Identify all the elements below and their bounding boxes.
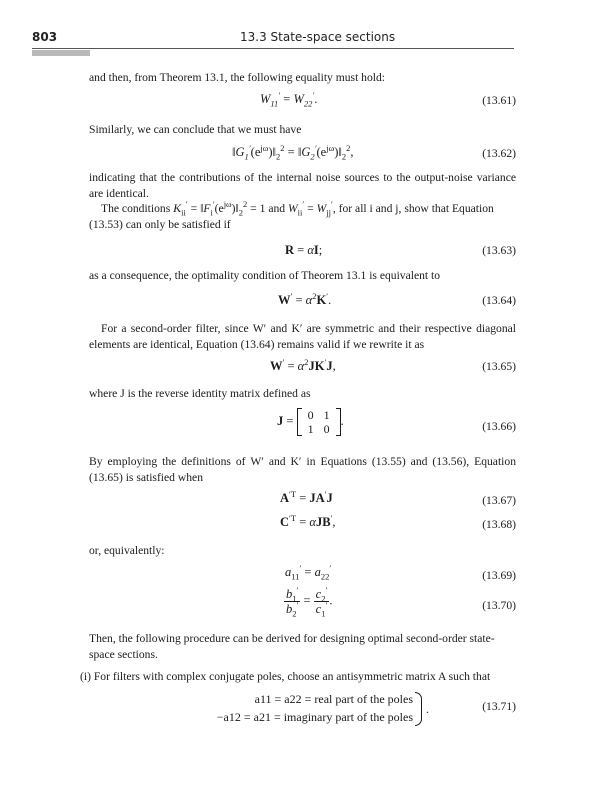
right-brace [415, 692, 422, 726]
paragraph: indicating that the contributions of the internal noise sources to the output-noise variance are identical. [89, 171, 516, 200]
equation-13-65: $W' = \alpha^2JK'J$, [270, 356, 336, 373]
equation-13-67: $A^{'T} = JA'J$ [280, 488, 333, 505]
period: . [426, 702, 429, 716]
header-rule [32, 48, 514, 49]
equation-13-71 [205, 690, 413, 726]
equation-number: (13.71) [482, 700, 516, 713]
paragraph: or, equivalently: [89, 544, 165, 557]
equation-13-68: $C^{'T} = \alpha JB'$, [280, 512, 336, 529]
equation-number: (13.69) [482, 569, 516, 582]
page-number: 803 [32, 30, 58, 44]
paragraph: where J is the reverse identity matrix defined as [89, 387, 311, 400]
paragraph: By employing the definitions of W′ and K′ in Equations (13.55) and (13.56), Equation (13.65) is satisfied when [89, 455, 516, 484]
equation-number: (13.67) [482, 494, 516, 507]
paragraph: as a consequence, the optimality condition of Theorem 13.1 is equivalent to [89, 269, 441, 282]
equation-number: (13.64) [482, 294, 516, 307]
system-line-2: −a12 = a21 = imaginary part of the poles [216, 710, 413, 724]
equation-number: (13.66) [482, 420, 516, 433]
paragraph-step-i: (i) For filters with complex conjugate poles, choose an antisymmetric matrix A such that [80, 670, 491, 683]
equation-13-64: $W' = \alpha^2K'$. [278, 290, 332, 307]
equation-number: (13.68) [482, 518, 516, 531]
equation-number: (13.65) [482, 360, 516, 373]
equation-13-69: $a_{11}' = a_{22}'$ [285, 562, 332, 582]
header-bar [32, 50, 90, 56]
equation-number: (13.61) [482, 94, 516, 107]
equation-13-66: J = 0 1 1 0 . [277, 408, 344, 436]
paragraph: Then, the following procedure can be derived for designing optimal second-order state-space sections. [89, 632, 495, 661]
running-title: 13.3 State-space sections [240, 30, 396, 44]
equation-number: (13.70) [482, 599, 516, 612]
paragraph: For a second-order filter, since W′ and K′ are symmetric and their respective diagonal elements are identical, Equation (13.64) remains valid if we rewrite it as [89, 322, 516, 351]
equation-13-62: $‖G_1'(e^{j\omega})‖_2^2$ = $‖G_2'(e^{j\omega})‖_2^2$, [232, 142, 354, 162]
paragraph-conditions: The conditions $K_{ii}'$ = $‖F_i'(e^{j\omega})‖_2^2 = 1$ and $W_{ii}' = W_{jj}'$, for all i and j, show that Equation (13.53) can only be satisfied if [89, 199, 494, 231]
paragraph: and then, from Theorem 13.1, the following equality must hold: [89, 71, 386, 84]
reverse-identity-matrix: 0 1 1 0 [297, 408, 341, 436]
system-line-1: a11 = a22 = real part of the poles [254, 692, 413, 706]
equation-13-70: $\frac{b_1'}{b_2'}$ = $\frac{c_2'}{c_1'}$ . [286, 584, 333, 619]
equation-number: (13.63) [482, 244, 516, 257]
paragraph: Similarly, we can conclude that we must have [89, 123, 302, 136]
equation-13-61: $W_{11}' = W_{22}'$. [260, 89, 318, 109]
equation-13-63: R = αI; [285, 243, 323, 257]
equation-number: (13.62) [482, 147, 516, 160]
